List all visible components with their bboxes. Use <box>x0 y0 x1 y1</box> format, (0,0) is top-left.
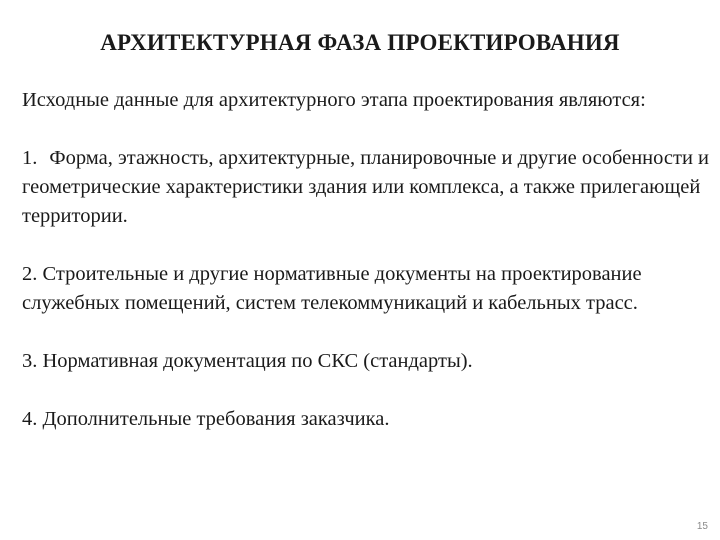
list-item-1 <box>22 144 718 231</box>
list-item-3 <box>22 347 718 376</box>
list-item-number: 2. <box>22 263 38 285</box>
list-item-number: 3. <box>22 350 38 372</box>
list-item-number: 1. <box>22 147 38 169</box>
slide-title: АРХИТЕКТУРНАЯ ФАЗА ПРОЕКТИРОВАНИЯ <box>100 30 620 55</box>
list-item-4 <box>22 405 718 434</box>
list-item-text: Форма, этажность, архитектурные, планировочные и другие особенности и геометрические характеристики здания или комплекса, а также прилегающей территории. <box>22 147 710 227</box>
list-item-2 <box>22 260 718 318</box>
list-item-text: Нормативная документация по СКС (стандарты). <box>42 350 473 372</box>
list-item-text: Дополнительные требования заказчика. <box>42 408 390 430</box>
slide-body <box>22 86 718 434</box>
intro-text: Исходные данные для архитектурного этапа проектирования являются: <box>22 89 646 111</box>
page-number: 15 <box>696 521 708 532</box>
list-item-text: Строительные и другие нормативные документы на проектирование служебных помещений, систем телекоммуникаций и кабельных трасс. <box>22 263 642 314</box>
list-item-number: 4. <box>22 408 38 430</box>
